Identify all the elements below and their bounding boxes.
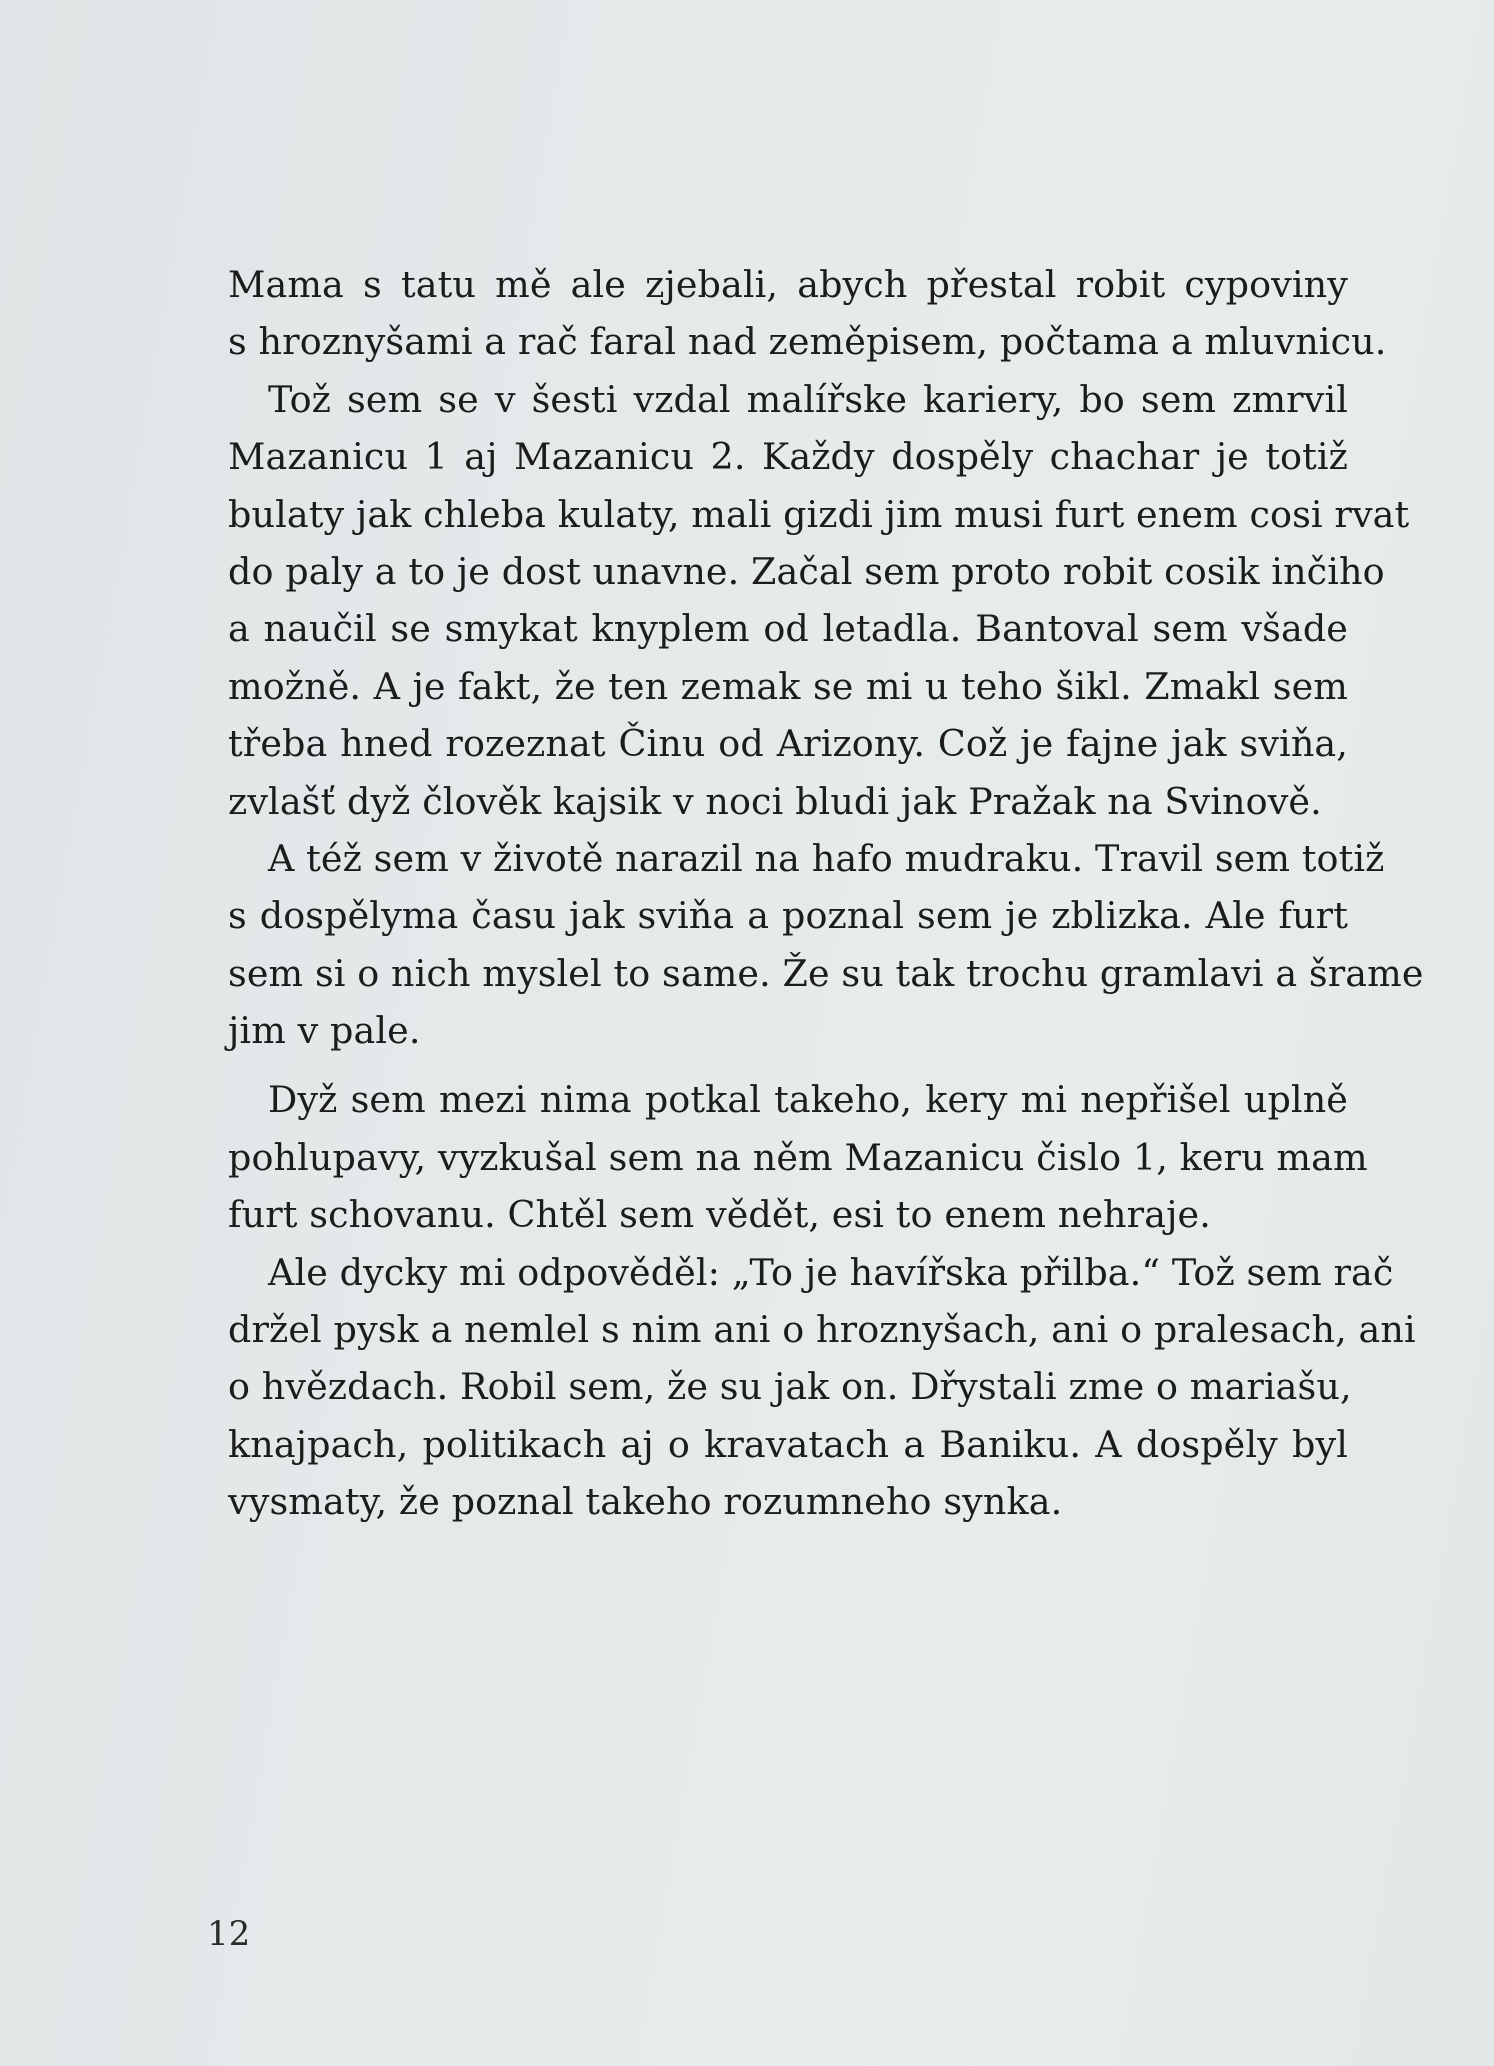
text-line: vysmaty, že poznal takeho rozumneho synka.: [228, 1480, 1063, 1524]
text-line: a naučil se smykat knyplem od letadla. Bantoval sem všade: [228, 607, 1348, 651]
text-line: třeba hned rozeznat Činu od Arizony. Což je fajne jak sviňa,: [228, 722, 1348, 766]
text-line: Ale dycky mi odpověděl: „To je havířska přilba.“ Tož sem rač: [268, 1250, 1394, 1294]
text-line: jim v pale.: [228, 1009, 421, 1053]
text-line: Mazanicu 1 aj Mazanicu 2. Každy dospěly chachar je totiž: [228, 435, 1348, 479]
text-line: do paly a to je dost unavne. Začal sem proto robit cosik inčiho: [228, 549, 1385, 593]
paragraph-gap: [228, 1059, 1348, 1071]
text-line: s hroznyšami a rač faral nad zeměpisem, počtama a mluvnicu.: [228, 320, 1387, 364]
text-line: možně. A je fakt, že ten zemak se mi u teho šikl. Zmakl sem: [228, 664, 1348, 708]
text-line: pohlupavy, vyzkušal sem na něm Mazanicu čislo 1, keru mam: [228, 1135, 1368, 1179]
text-line: Tož sem se v šesti vzdal malířske kariery, bo sem zmrvil: [268, 377, 1348, 421]
text-line: o hvězdach. Robil sem, že su jak on. Dřystali zme o mariašu,: [228, 1365, 1352, 1409]
text-line: furt schovanu. Chtěl sem vědět, esi to enem nehraje.: [228, 1193, 1211, 1237]
text-line: bulaty jak chleba kulaty, mali gizdi jim musi furt enem cosi rvat: [228, 492, 1410, 536]
text-line: držel pysk a nemlel s nim ani o hroznyšach, ani o pralesach, ani: [228, 1308, 1416, 1352]
text-line: knajpach, politikach aj o kravatach a Baniku. A dospěly byl: [228, 1422, 1348, 1466]
text-line: Dyž sem mezi nima potkal takeho, kery mi nepřišel uplně: [268, 1078, 1348, 1122]
text-line: A též sem v životě narazil na hafo mudraku. Travil sem totiž: [268, 836, 1385, 880]
text-line: s dospělyma času jak sviňa a poznal sem je zblizka. Ale furt: [228, 894, 1348, 938]
body-text: [228, 256, 1424, 1531]
text-line: sem si o nich myslel to same. Že su tak trochu gramlavi a šrame: [228, 951, 1424, 995]
page-number: 12: [207, 1914, 251, 1954]
text-line: zvlašť dyž člověk kajsik v noci bludi jak Pražak na Svinově.: [228, 779, 1322, 823]
text-line: Mama s tatu mě ale zjebali, abych přestal robit cypoviny: [228, 263, 1348, 306]
